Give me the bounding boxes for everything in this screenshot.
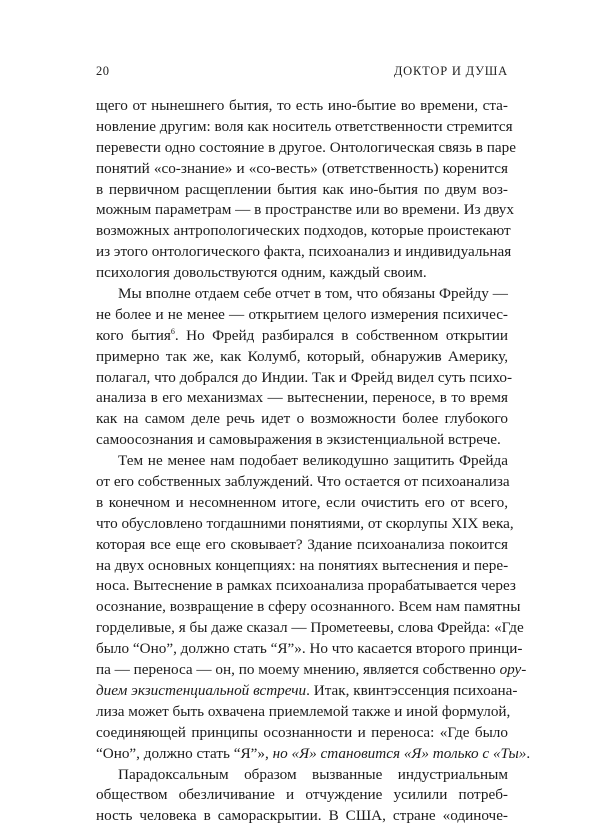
text-line — [96, 744, 508, 765]
text-line: можным параметрам — в пространстве или во времени. Из двух — [96, 200, 508, 221]
italic-fragment: ору- — [500, 661, 527, 678]
paragraph — [96, 765, 508, 827]
text-line: анализа в его механизмах — вытеснении, переносе, в то время — [96, 388, 508, 409]
text-fragment: . Но Фрейд разбирался в собственном открытии — [175, 327, 508, 344]
text-line: психология довольствуются одним, каждый своим. — [96, 263, 508, 284]
text-line: как на самом деле речь идет о возможности более глубокого — [96, 409, 508, 430]
book-title: ДОКТОР И ДУША — [394, 64, 508, 79]
text-line: в первичном расщеплении бытия как ино-бытия по двум воз- — [96, 180, 508, 201]
text-line: понятий «со-знание» и «со-весть» (ответственность) коренится — [96, 159, 508, 180]
text-line: перевести одно состояние в другое. Онтологическая связь в паре — [96, 138, 508, 159]
text-fragment: кого бытия — [96, 327, 171, 344]
text-line: Парадоксальным образом вызванные индустриальным — [96, 765, 508, 786]
text-line: которая все еще его сковывает? Здание психоанализа покоится — [96, 535, 508, 556]
text-line — [96, 681, 508, 702]
italic-fragment: но «Я» становится «Я» только с «Ты» — [273, 745, 527, 762]
text-fragment: па — переноса — он, по моему мнению, является собственно — [96, 661, 500, 678]
text-line: было “Оно”, должно стать “Я”». Но что касается второго принци- — [96, 639, 508, 660]
text-line — [96, 660, 508, 681]
text-line: полагал, что добрался до Индии. Так и Фрейд видел суть психо- — [96, 368, 508, 389]
text-line: лиза может быть охвачена приемлемой также и иной формулой, — [96, 702, 508, 723]
text-line: новление другим: воля как носитель ответственности стремится — [96, 117, 508, 138]
italic-fragment: дием экзистенциальной встречи — [96, 682, 306, 699]
text-fragment: . Итак, квинтэссенция психоана- — [306, 682, 517, 699]
paragraph — [96, 451, 508, 764]
text-line — [96, 326, 508, 347]
text-line: горделивые, я бы даже сказал — Прометеевы, слова Фрейда: «Где — [96, 618, 508, 639]
footnote-marker[interactable]: 6 — [171, 327, 175, 336]
text-line: самоосознания и самовыражения в экзистенциальной встрече. — [96, 430, 508, 451]
text-line: возможных антропологических подходов, которые проистекают — [96, 221, 508, 242]
text-fragment: “Оно”, должно стать “Я”», — [96, 745, 273, 762]
text-line: ность человека в самораскрытии. В США, стране «одиноче- — [96, 806, 508, 827]
text-line: что обусловлено тогдашними понятиями, от скорлупы XIX века, — [96, 514, 508, 535]
text-line: носа. Вытеснение в рамках психоанализа прорабатывается через — [96, 576, 508, 597]
paragraph — [96, 96, 508, 284]
text-line: осознание, возвращение в сферу осознанного. Всем нам памятны — [96, 597, 508, 618]
text-line: обществом обезличивание и отчуждение усилили потреб- — [96, 785, 508, 806]
text-line: щего от нынешнего бытия, то есть ино-бытие во времени, ста- — [96, 96, 508, 117]
text-line: в конечном и несомненном итоге, если очистить его от всего, — [96, 493, 508, 514]
text-fragment: . — [526, 745, 530, 762]
text-line: от его собственных заблуждений. Что остается от психоанализа — [96, 472, 508, 493]
text-line: на двух основных концепциях: на понятиях вытеснения и пере- — [96, 556, 508, 577]
running-head — [96, 64, 508, 80]
text-line: из этого онтологического факта, психоанализ и индивидуальная — [96, 242, 508, 263]
body-text — [96, 96, 508, 827]
paragraph — [96, 284, 508, 451]
page-number: 20 — [96, 64, 110, 79]
text-line: Тем не менее нам подобает великодушно защитить Фрейда — [96, 451, 508, 472]
text-line: не более и не менее — открытием целого измерения психичес- — [96, 305, 508, 326]
text-line: соединяющей принципы осознанности и переноса: «Где было — [96, 723, 508, 744]
text-line: Мы вполне отдаем себе отчет в том, что обязаны Фрейду — — [96, 284, 508, 305]
text-line: примерно так же, как Колумб, который, обнаружив Америку, — [96, 347, 508, 368]
